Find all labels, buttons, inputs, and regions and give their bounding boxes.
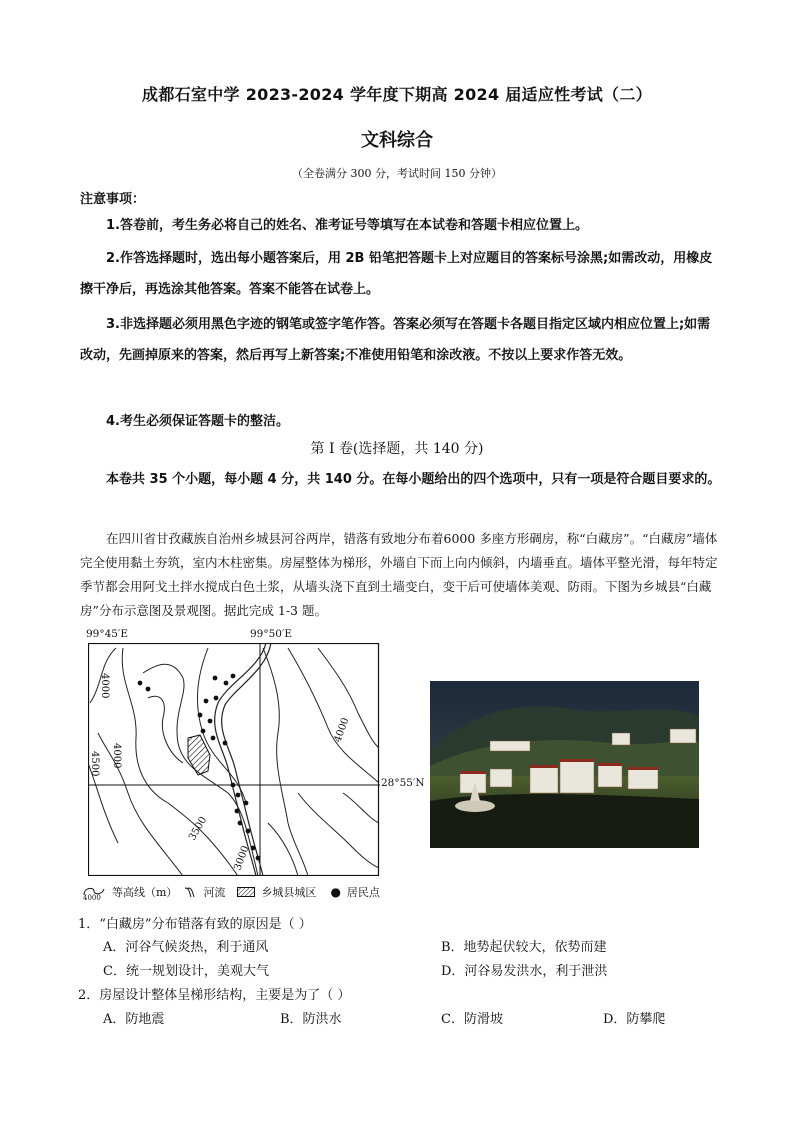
question-2-option-c: C．防滑坡 bbox=[441, 1012, 503, 1027]
section-intro: 本卷共 35 个小题，每小题 4 分，共 140 分。在每小题给出的四个选项中，只有一项是符合题目要求的。 bbox=[106, 472, 721, 487]
settlement-legend-icon: ● bbox=[330, 885, 341, 899]
subject-title: 文科综合 bbox=[361, 130, 433, 151]
contour-label: 4000 bbox=[332, 716, 352, 745]
question-2-option-a: A．防地震 bbox=[103, 1012, 165, 1027]
notice-item-2: 2.作答选择题时，选出每小题答案后，用 2B 铅笔把答题卡上对应题目的答案标号涂黑;如需改动，用橡皮擦干净后，再选涂其他答案。答案不能答在试卷上。 bbox=[80, 251, 713, 297]
county-legend-label: 乡城县城区 bbox=[261, 886, 317, 899]
contour-label: 4500 bbox=[89, 751, 100, 777]
contour-label: 4000 bbox=[111, 743, 122, 769]
question-1-option-b: B．地势起伏较大，依势而建 bbox=[441, 940, 607, 955]
landscape-photo bbox=[430, 681, 699, 848]
longitude-right-label: 99°50′E bbox=[250, 628, 293, 640]
distribution-map bbox=[88, 643, 380, 876]
material-text: 在四川省甘孜藏族自治州乡城县河谷两岸，错落有致地分布着6000 多座方形碉房，称“白藏房”。“白藏房”墙体完全使用黏土夯筑，室内木柱密集。房屋整体为梯形，外墙自下而上向内倾斜，内墙垂直。墙体平整光滑，每年特定季节都会用阿戈土拌水搅成白色土浆，从墙头浇下直到土墙变白，变干后可使墙体美观、防雨。下图为乡城县“白藏房”分布示意图及景观图。据此完成 1-3 题。 bbox=[80, 531, 718, 618]
question-1-option-a: A．河谷气候炎热，利于通风 bbox=[103, 940, 269, 955]
longitude-left-label: 99°45′E bbox=[86, 628, 129, 640]
question-1-stem: 1．“白藏房”分布错落有致的原因是（ ） bbox=[78, 917, 312, 932]
contour-legend-sample: 4000 bbox=[83, 894, 101, 902]
contour-label: 4000 bbox=[99, 673, 110, 699]
notice-item-3: 3.非选择题必须用黑色字迹的钢笔或签字笔作答。答案必须写在答题卡各题目指定区域内相应位置上;如需改动，先画掉原来的答案，然后再写上新答案;不准使用铅笔和涂改液。不按以上要求作答无效。 bbox=[80, 317, 711, 363]
section-title: 第 I 卷(选择题，共 140 分) bbox=[310, 441, 484, 457]
question-2-stem: 2．房屋设计整体呈梯形结构，主要是为了（ ） bbox=[78, 988, 351, 1003]
river-legend-label: 河流 bbox=[203, 886, 226, 899]
notice-item-4: 4.考生必须保证答题卡的整洁。 bbox=[106, 414, 289, 429]
river-legend-icon bbox=[183, 885, 197, 899]
question-1-option-d: D．河谷易发洪水，利于泄洪 bbox=[441, 964, 608, 979]
county-legend-icon bbox=[237, 887, 255, 897]
map-legend bbox=[82, 884, 380, 900]
notice-item-1: 1.答卷前，考生务必将自己的姓名、准考证号等填写在本试卷和答题卡相应位置上。 bbox=[106, 218, 588, 233]
settlement-legend-label: 居民点 bbox=[346, 886, 380, 899]
exam-info: （全卷满分 300 分，考试时间 150 分钟） bbox=[292, 167, 502, 180]
exam-title: 成都石室中学 2023-2024 学年度下期高 2024 届适应性考试（二） bbox=[142, 85, 652, 104]
contour-label: 3000 bbox=[232, 844, 252, 873]
contour-legend-label: 等高线（m） bbox=[112, 886, 178, 899]
contour-label: 3500 bbox=[187, 814, 210, 843]
latitude-label: 28°55′N bbox=[381, 777, 425, 789]
question-1-option-c: C．统一规划设计，美观大气 bbox=[103, 964, 269, 979]
question-2-option-b: B．防洪水 bbox=[280, 1012, 342, 1027]
notice-heading: 注意事项： bbox=[80, 192, 146, 207]
question-2-option-d: D．防攀爬 bbox=[603, 1012, 666, 1027]
